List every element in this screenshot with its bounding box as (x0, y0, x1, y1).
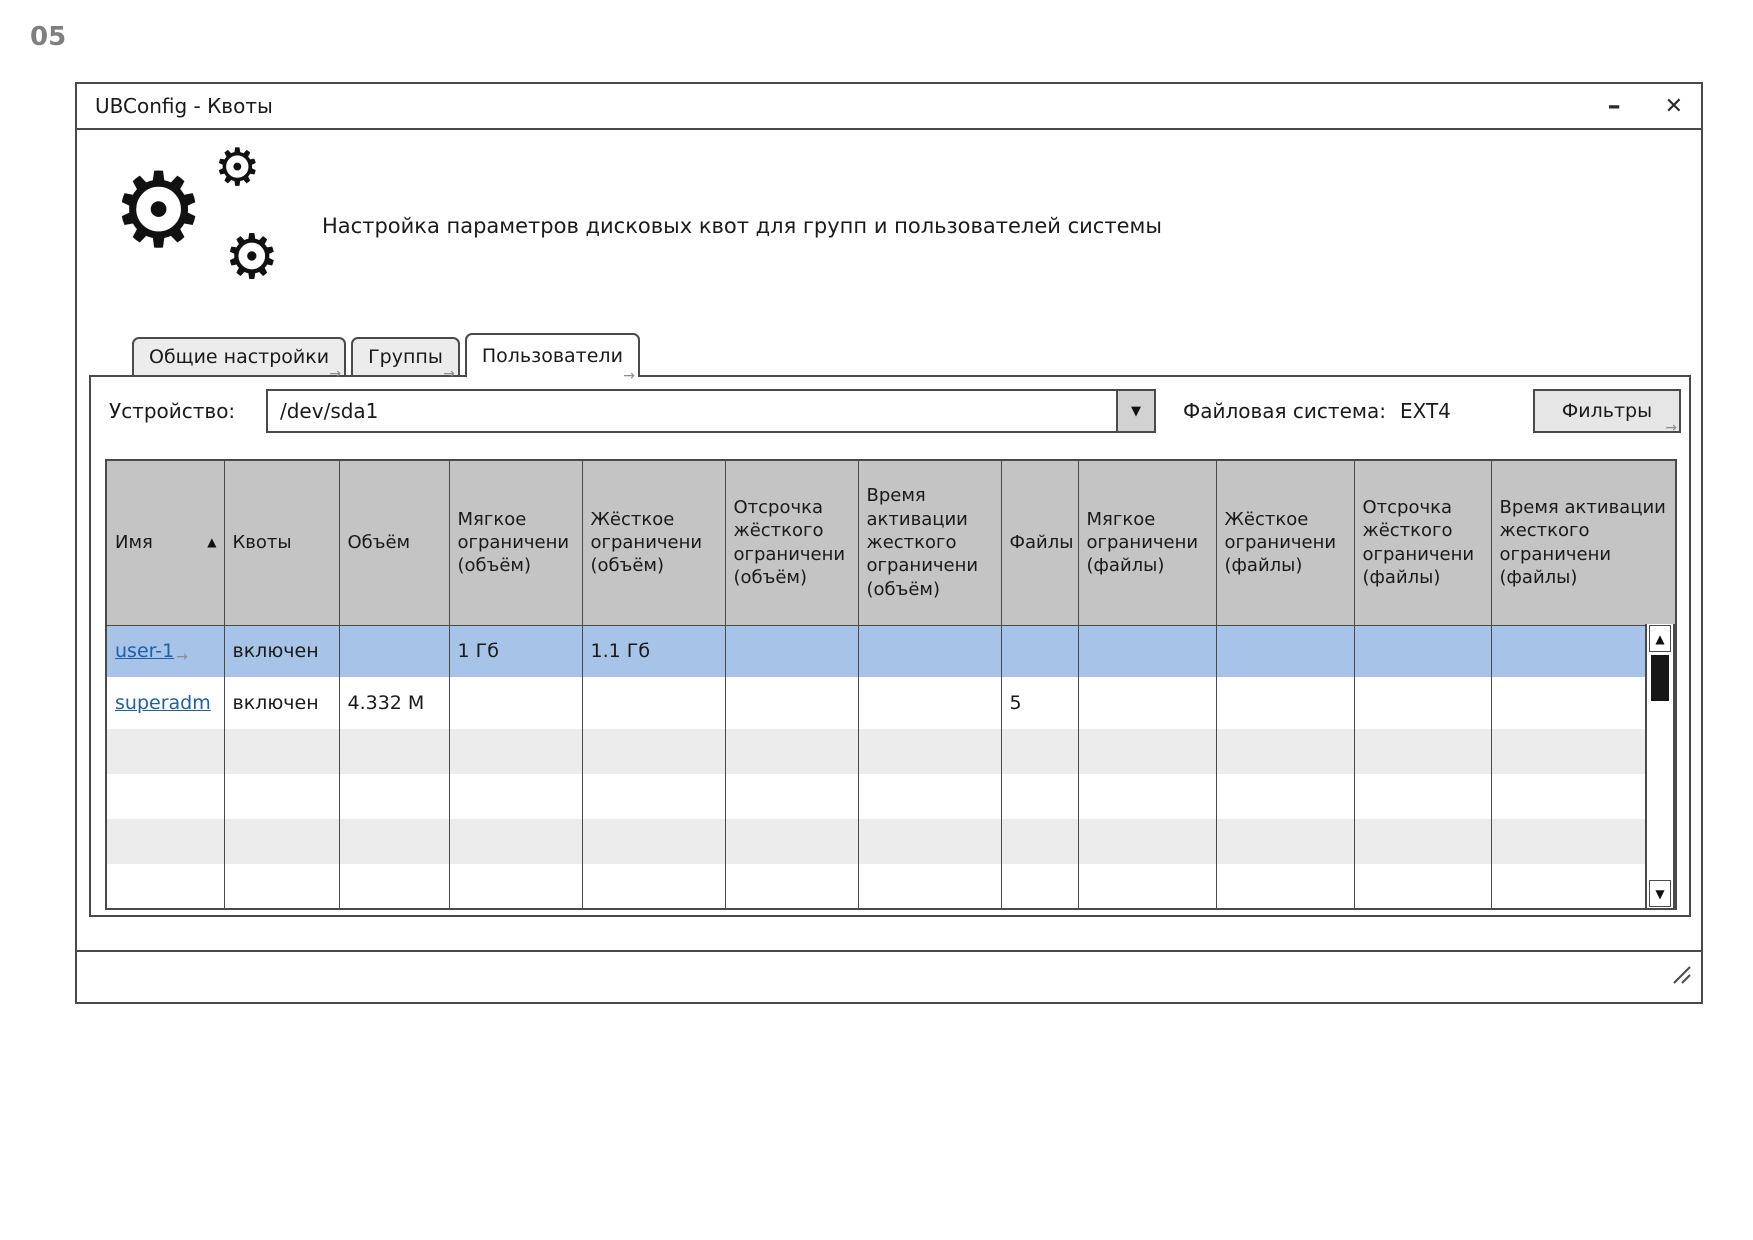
window-controls (1607, 91, 1683, 121)
filters-button[interactable] (1533, 389, 1681, 436)
table-cell (1354, 864, 1491, 909)
tab-groups[interactable] (351, 337, 460, 382)
table-cell (1001, 729, 1078, 774)
table-row-user-1[interactable] (106, 625, 1676, 677)
scroll-thumb[interactable] (1651, 655, 1669, 701)
table-cell (339, 625, 449, 677)
tab-bar (132, 333, 640, 384)
table-cell (1078, 625, 1216, 677)
filesystem-label: Файловая система: (1183, 399, 1386, 423)
table-row-empty[interactable] (106, 729, 1676, 774)
table-cell (582, 774, 725, 819)
table-cell (582, 677, 725, 729)
table-cell (224, 774, 339, 819)
scroll-up-button[interactable]: ▲ (1649, 625, 1671, 652)
table-cell (858, 625, 1001, 677)
content-panel (89, 375, 1691, 917)
filesystem-value: EXT4 (1399, 399, 1451, 423)
window-description: Настройка параметров дисковых квот для групп и пользователей системы (322, 214, 1162, 238)
column-header-11[interactable] (1354, 460, 1491, 625)
table-cell (449, 819, 582, 864)
column-header-label: Отсрочка жёсткого ограничени (объём) (733, 496, 846, 589)
link-arrow-icon: → (329, 366, 342, 382)
table-cell (1216, 729, 1354, 774)
table-cell (1354, 729, 1491, 774)
table-cell (449, 729, 582, 774)
table-cell: включен (224, 677, 339, 729)
column-header-12[interactable] (1491, 460, 1676, 625)
table-row-empty[interactable] (106, 774, 1676, 819)
link-arrow-icon: → (443, 366, 455, 382)
table-cell (106, 774, 224, 819)
table-cell (1078, 774, 1216, 819)
table-cell (725, 677, 858, 729)
quotas-table (105, 459, 1677, 910)
column-header-1[interactable] (106, 460, 224, 625)
table-cell (106, 819, 224, 864)
table-cell (1354, 677, 1491, 729)
table-cell: 1.1 Гб (582, 625, 725, 677)
table-cell (1078, 864, 1216, 909)
table-cell (1078, 677, 1216, 729)
table-cell (339, 864, 449, 909)
gear-small-icon: ⚙ (214, 138, 261, 198)
table-cell (1216, 625, 1354, 677)
table-cell (449, 864, 582, 909)
statusbar-divider (77, 950, 1701, 952)
column-header-2[interactable] (224, 460, 339, 625)
tab-label: Пользователи (481, 345, 623, 367)
column-header-label: Объём (347, 532, 411, 554)
page-number-label: 05 (30, 22, 67, 52)
column-header-3[interactable] (339, 460, 449, 625)
column-header-8[interactable] (1001, 460, 1078, 625)
table-cell (582, 729, 725, 774)
column-header-label: Имя (115, 532, 153, 554)
window-title: UBConfig - Квоты (95, 94, 273, 118)
table-header-row (106, 460, 1676, 625)
table-cell (1216, 774, 1354, 819)
quotas-table-area (105, 459, 1675, 909)
user-link-superadm[interactable]: superadm (115, 692, 211, 714)
table-cell (1078, 819, 1216, 864)
column-header-label: Время активации жесткого ограничени (объём) (866, 485, 979, 600)
table-cell (1216, 819, 1354, 864)
table-cell (582, 819, 725, 864)
table-cell: 4.332 M (339, 677, 449, 729)
column-header-label: Файлы (1009, 532, 1074, 554)
table-cell (858, 677, 1001, 729)
close-button[interactable]: ✕ (1664, 93, 1683, 119)
table-cell: 1 Гб (449, 625, 582, 677)
table-cell (858, 729, 1001, 774)
device-combobox[interactable] (266, 389, 1156, 433)
column-header-label: Жёсткое ограничени (файлы) (1224, 508, 1337, 577)
table-cell (725, 625, 858, 677)
table-cell (224, 864, 339, 909)
table-cell (582, 864, 725, 909)
device-value: /dev/sda1 (280, 399, 379, 423)
table-cell (1354, 774, 1491, 819)
filesystem-info (1183, 399, 1451, 423)
gear-large-icon: ⚙ (112, 149, 206, 271)
tab-label: Группы (368, 346, 443, 368)
table-cell: включен (224, 625, 339, 677)
column-header-4[interactable] (449, 460, 582, 625)
device-label: Устройство: (109, 399, 236, 423)
table-cell (725, 774, 858, 819)
column-header-label: Отсрочка жёсткого ограничени (файлы) (1362, 496, 1475, 589)
column-header-label: Мягкое ограничени (объём) (457, 508, 570, 577)
table-cell (106, 625, 224, 677)
resize-grip-icon[interactable] (1667, 960, 1693, 990)
table-cell (449, 774, 582, 819)
filters-button-label: Фильтры (1561, 400, 1653, 422)
gears-icon (112, 138, 302, 314)
sort-ascending-icon: ▲ (207, 534, 217, 549)
table-cell (106, 677, 224, 729)
dropdown-arrow-icon[interactable]: ▼ (1116, 391, 1154, 431)
table-cell (339, 819, 449, 864)
minimize-button[interactable]: – (1607, 91, 1621, 121)
link-arrow-icon: → (1665, 420, 1677, 436)
column-header-label: Квоты (232, 532, 292, 554)
table-cell (1001, 819, 1078, 864)
scroll-track[interactable] (1647, 704, 1673, 880)
column-header-5[interactable] (582, 460, 725, 625)
table-cell (1354, 625, 1491, 677)
column-header-9[interactable] (1078, 460, 1216, 625)
table-row-superadm[interactable] (106, 677, 1676, 729)
vertical-scrollbar[interactable] (1645, 624, 1675, 908)
table-cell (224, 819, 339, 864)
table-cell (725, 819, 858, 864)
window-titlebar (77, 84, 1701, 130)
tab-users[interactable] (465, 333, 640, 384)
ubconfig-window (75, 82, 1703, 1004)
table-cell: 5 (1001, 677, 1078, 729)
table-cell (106, 864, 224, 909)
column-header-6[interactable] (725, 460, 858, 625)
column-header-label: Время активации жесткого ограничени (файлы) (1499, 496, 1666, 589)
table-cell (1216, 677, 1354, 729)
table-cell (725, 864, 858, 909)
tab-general-settings[interactable] (132, 337, 346, 382)
gear-medium-icon: ⚙ (224, 220, 280, 293)
table-cell (1001, 864, 1078, 909)
column-header-10[interactable] (1216, 460, 1354, 625)
column-header-label: Мягкое ограничени (файлы) (1086, 508, 1199, 577)
table-row-empty[interactable] (106, 819, 1676, 864)
link-arrow-icon: → (176, 649, 188, 666)
table-cell (339, 774, 449, 819)
table-body (106, 625, 1676, 909)
table-cell (224, 729, 339, 774)
user-link-user-1[interactable]: user-1 (115, 640, 175, 663)
table-cell (339, 729, 449, 774)
table-cell (1001, 625, 1078, 677)
link-arrow-icon: → (623, 368, 635, 384)
table-cell (725, 729, 858, 774)
scroll-down-button[interactable]: ▼ (1649, 880, 1671, 907)
table-cell (858, 864, 1001, 909)
table-cell (106, 729, 224, 774)
table-row-empty[interactable] (106, 864, 1676, 909)
table-cell (1078, 729, 1216, 774)
column-header-7[interactable] (858, 460, 1001, 625)
table-cell (1216, 864, 1354, 909)
table-cell (449, 677, 582, 729)
table-cell (858, 819, 1001, 864)
table-cell (1354, 819, 1491, 864)
table-cell (1001, 774, 1078, 819)
column-header-label: Жёсткое ограничени (объём) (590, 508, 703, 577)
table-cell (858, 774, 1001, 819)
tab-label: Общие настройки (149, 346, 330, 368)
